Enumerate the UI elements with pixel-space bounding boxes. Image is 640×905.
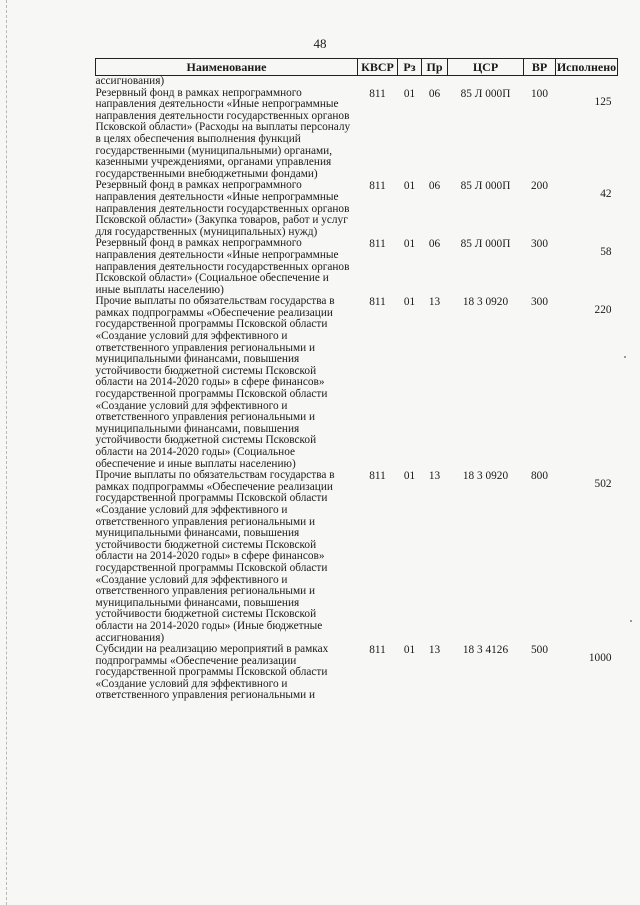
row-vr: 100 <box>531 87 548 100</box>
table-row <box>96 296 618 470</box>
row-name: Резервный фонд в рамках непрограммного направления деятельности «Иные непрограммные направления деятельности государственных органов Псковской области» (Расходы на выплаты персоналу в целях обеспечения выполнения функций государственными (муниципальными) органами, казенными учреждениями, органами управления государственными внебюджетными фондами) <box>95 86 351 180</box>
row-kvsr: 811 <box>369 87 386 100</box>
budget-table <box>95 58 618 702</box>
scan-speck <box>630 620 632 622</box>
table-row <box>96 180 618 238</box>
col-header-rz: Рз <box>398 59 422 76</box>
row-name: Резервный фонд в рамках непрограммного направления деятельности «Иные непрограммные направления деятельности государственных органов Псковской области» (Социальное обеспечение и иные выплаты населению) <box>95 237 350 296</box>
row-pr: 13 <box>428 296 441 309</box>
row-csr: 85 Л 000П <box>460 87 511 100</box>
row-pr: 06 <box>428 238 441 251</box>
table-row <box>96 238 618 296</box>
row-pr: 13 <box>428 470 441 483</box>
row-name: ассигнования) <box>95 75 165 87</box>
row-csr: 85 Л 000П <box>460 238 511 251</box>
row-rz <box>398 76 422 88</box>
table-row <box>96 470 618 644</box>
row-kvsr: 811 <box>369 644 386 657</box>
table-row <box>96 644 618 702</box>
row-pr: 13 <box>428 644 441 657</box>
col-header-kvsr: КВСР <box>358 59 398 76</box>
table-row <box>96 88 618 181</box>
row-kvsr: 811 <box>369 180 386 193</box>
row-csr: 18 3 4126 <box>462 644 509 657</box>
row-amount: 125 <box>594 95 612 108</box>
row-kvsr: 811 <box>369 238 386 251</box>
row-kvsr: 811 <box>369 296 386 309</box>
row-vr: 800 <box>531 470 548 483</box>
scan-speck <box>624 356 626 358</box>
row-csr <box>448 76 524 88</box>
row-rz: 01 <box>403 296 416 309</box>
row-amount: 220 <box>594 304 612 317</box>
col-header-name: Наименование <box>96 59 358 76</box>
col-header-amount: Исполнено <box>556 59 617 74</box>
row-amount: 1000 <box>588 652 612 665</box>
scan-margin-line <box>6 0 8 905</box>
row-name: Прочие выплаты по обязательствам государства в рамках подпрограммы «Обеспечение реализации государственной программы Псковской области «Создание условий для эффективного и ответственного управления региональными и муниципальными финансами, повышения устойчивости бюджетной системы Псковской области на 2014-2020 годы» в сфере финансов» государственной программы Псковской области «Создание условий для эффективного и ответственного управления региональными и муниципальными финансами, повышения устойчивости бюджетной системы Псковской области на 2014-2020 годы» (Иные бюджетные ассигнования) <box>95 469 335 644</box>
row-name: Резервный фонд в рамках непрограммного направления деятельности «Иные непрограммные направления деятельности государственных органов Псковской области» (Закупка товаров, работ и услуг для государственных (муниципальных) нужд) <box>95 179 350 238</box>
row-pr <box>422 76 448 88</box>
row-vr: 300 <box>531 296 548 309</box>
table-header-row <box>96 59 618 76</box>
row-pr: 06 <box>428 87 441 100</box>
row-vr: 200 <box>531 180 548 193</box>
row-kvsr <box>358 76 398 88</box>
row-csr: 85 Л 000П <box>460 180 511 193</box>
col-header-pr: Пр <box>422 59 448 76</box>
row-csr: 18 3 0920 <box>462 470 509 483</box>
row-pr: 06 <box>428 180 441 193</box>
row-amount: 502 <box>594 478 612 491</box>
row-rz: 01 <box>403 238 416 251</box>
row-vr: 300 <box>531 238 548 251</box>
col-header-vr: ВР <box>524 59 556 76</box>
row-vr: 500 <box>531 644 548 657</box>
row-rz: 01 <box>403 87 416 100</box>
row-rz: 01 <box>403 180 416 193</box>
row-amount: 58 <box>600 246 612 259</box>
row-vr <box>524 76 556 88</box>
row-name: Прочие выплаты по обязательствам государства в рамках подпрограммы «Обеспечение реализации государственной программы Псковской области «Создание условий для эффективного и ответственного управления региональными и муниципальными финансами, повышения устойчивости бюджетной системы Псковской области на 2014-2020 годы» в сфере финансов» государственной программы Псковской области «Создание условий для эффективного и ответственного управления региональными и муниципальными финансами, повышения устойчивости бюджетной системы Псковской области на 2014-2020 годы» (Социальное обеспечение и иные выплаты населению) <box>95 295 335 470</box>
row-name: Субсидии на реализацию мероприятий в рамках подпрограммы «Обеспечение реализации государственной программы Псковской области «Создание условий для эффективного и ответственного управления региональными и <box>95 643 329 702</box>
row-kvsr: 811 <box>369 470 386 483</box>
col-header-csr: ЦСР <box>448 59 524 76</box>
row-amount: 42 <box>600 188 612 201</box>
page-number: 48 <box>313 36 327 51</box>
row-rz: 01 <box>403 470 416 483</box>
row-csr: 18 3 0920 <box>462 296 509 309</box>
row-amount <box>556 76 618 88</box>
table-row <box>96 76 618 88</box>
row-rz: 01 <box>403 644 416 657</box>
